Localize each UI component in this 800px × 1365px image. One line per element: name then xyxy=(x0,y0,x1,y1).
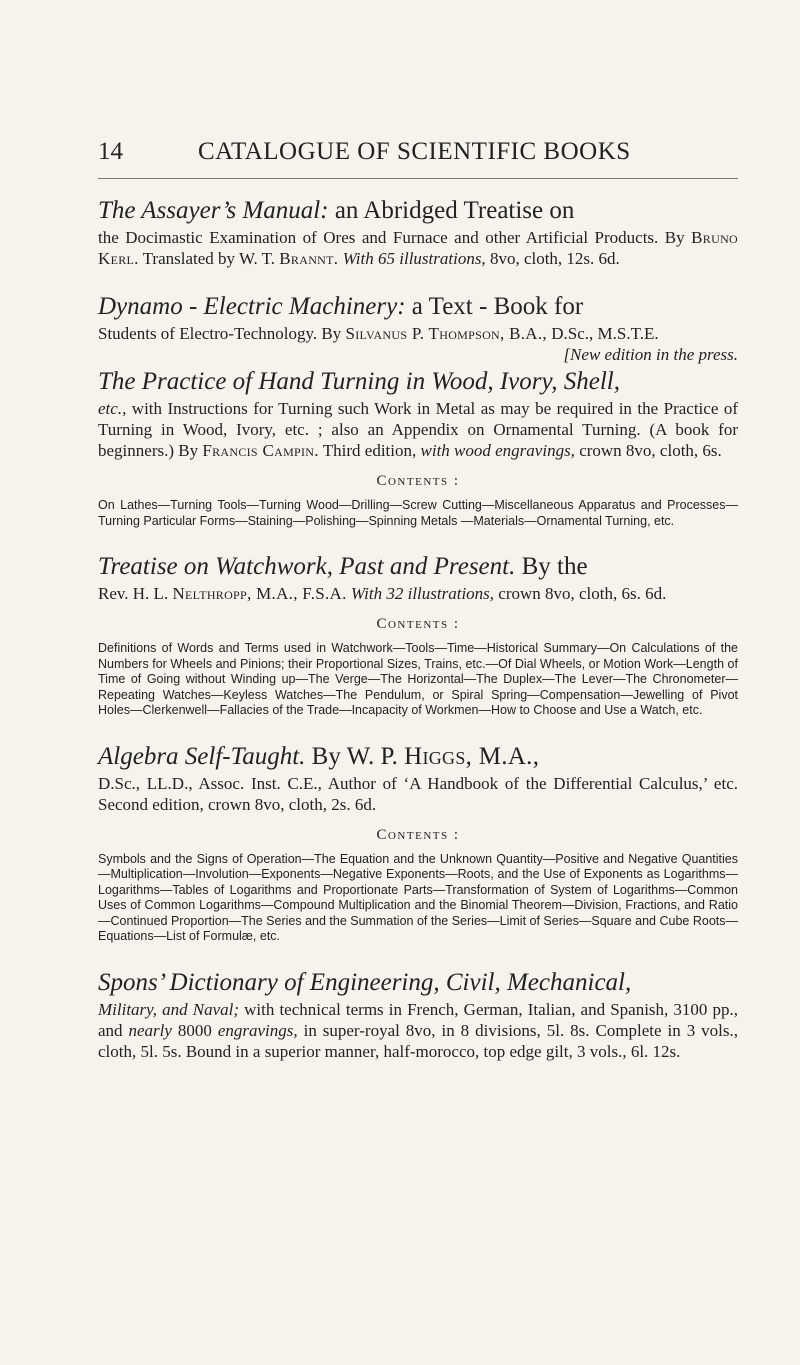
book-title: The Assayer’s Manual: xyxy=(98,197,329,224)
book-description: Military, and Naval; with technical terms in French, German, Italian, and Spanish, 3100 pp., and nearly 8000 engravings, in super-royal 8vo, in 8 divisions, 5l. 8s. Complete in 3 vols., cloth, 5l. 5s. Bound in a superior manner, half-morocco, top edge gilt, 3 vols., 6l. 12s. xyxy=(98,999,738,1061)
contents-list: On Lathes—Turning Tools—Turning Wood—Drilling—Screw Cutting—Miscellaneous Apparatus and Processes—Turning Particular Forms—Staining—Polishing—Spinning Metals —Materials—Ornamental Turning, etc. xyxy=(98,498,738,528)
entry-title-line xyxy=(98,291,738,323)
book-description: Rev. H. L. Nelthropp, M.A., F.S.A. With 32 illustrations, crown 8vo, cloth, 6s. 6d. xyxy=(98,584,667,603)
book-entry-hand-turning xyxy=(98,366,738,529)
book-author: Bruno Kerl. xyxy=(98,228,738,268)
entry-title-line xyxy=(98,551,738,583)
entry-title-line xyxy=(98,967,738,999)
book-entry-watchwork xyxy=(98,551,738,719)
book-author: Higgs, M.A., xyxy=(404,742,540,770)
entry-title-line xyxy=(98,195,738,227)
contents-list: Symbols and the Signs of Operation—The Equation and the Unknown Quantity—Positive and Negative Quantities—Multiplication—Involution—Exponents—Negative Exponents—Roots, and the Use of Exponents as Logarithms—Logarithms—Tables of Logarithms and Proportionate Parts—Transformation of System of Logarithms—Common Uses of Common Logarithms—Compound Multiplication and the Binomial Theorem—Division, Fractions, and Ratio—Continued Proportion—The Series and the Summation of the Series—Limit of Series—Square and Cube Roots—Equations—List of Formulæ, etc. xyxy=(98,851,738,943)
book-title: The Practice of Hand Turning in Wood, Ivory, Shell, xyxy=(98,368,620,395)
book-subtitle: a Text - Book for xyxy=(405,293,584,320)
edition-note: [New edition in the press. xyxy=(563,345,738,364)
book-description: D.Sc., LL.D., Assoc. Inst. C.E., Author of ‘A Handbook of the Differential Calculus,’ etc. Second edition, crown 8vo, cloth, 2s. 6d. xyxy=(98,773,738,814)
contents-heading: Contents : xyxy=(376,616,460,632)
running-head: CATALOGUE OF SCIENTIFIC BOOKS xyxy=(198,138,631,165)
book-author: Silvanus P. Thompson, B.A., xyxy=(345,324,547,343)
book-entry-assayers-manual xyxy=(98,195,738,269)
book-title: Treatise on Watchwork, Past and Present. xyxy=(98,553,516,580)
page-number: 14 xyxy=(98,138,123,165)
page-header xyxy=(98,138,738,178)
book-title: Algebra Self-Taught. xyxy=(98,742,306,770)
book-entries xyxy=(98,195,738,1062)
book-subtitle: By the xyxy=(515,553,588,580)
book-description: etc., with Instructions for Turning such Work in Metal as may be required in the Practice of Turning in Wood, Ivory, etc. ; also an Appendix on Ornamental Turning. (A book for beginners.) By Francis Campin. Third edition, with wood engravings, crown 8vo, cloth, 6s. xyxy=(98,399,738,460)
book-description: the Docimastic Examination of Ores and Furnace and other Artificial Products. By Bruno Kerl. Translated by W. T. Brannt. With 65 illustrations, 8vo, cloth, 12s. 6d. xyxy=(98,228,738,268)
entry-title-line xyxy=(98,366,738,398)
book-entry-dynamo-electric xyxy=(98,291,738,364)
book-author: Francis Campin. xyxy=(202,441,319,460)
book-description: Students of Electro-Technology. By Silvanus P. Thompson, B.A., D.Sc., M.S.T.E. [New edition in the press. xyxy=(98,324,738,364)
book-entry-algebra xyxy=(98,741,738,945)
book-author: Nelthropp, M.A., F.S.A. xyxy=(172,584,347,603)
book-subtitle: an Abridged Treatise on xyxy=(328,197,575,224)
book-title: Dynamo - Electric Machinery: xyxy=(98,293,406,320)
book-translator: Brannt. xyxy=(279,249,339,268)
contents-list: Definitions of Words and Terms used in Watchwork—Tools—Time—Historical Summary—On Calculations of the Numbers for Wheels and Pinions; their Proportional Sizes, Trains, etc.—Of Dial Wheels, or Motion Work—Length of Time of Going without Winding up—The Verge—The Horizontal—The Duplex—The Lever—The Chronometer—Repeating Watches—Keyless Watches—The Pendulum, or Spiral Spring—Compensation—Jewelling of Pivot Holes—Clerkenwell—Fallacies of the Trade—Incapacity of Workmen—How to Choose and Use a Watch, etc. xyxy=(98,641,738,717)
book-title: Spons’ Dictionary of Engineering, Civil, Mechanical, xyxy=(98,968,632,996)
header-rule xyxy=(98,178,738,179)
contents-heading: Contents : xyxy=(376,826,460,843)
book-entry-spons-dictionary xyxy=(98,967,738,1062)
contents-heading: Contents : xyxy=(376,473,460,489)
entry-title-line: Algebra Self-Taught. By W. P. Higgs, M.A., xyxy=(98,742,540,770)
